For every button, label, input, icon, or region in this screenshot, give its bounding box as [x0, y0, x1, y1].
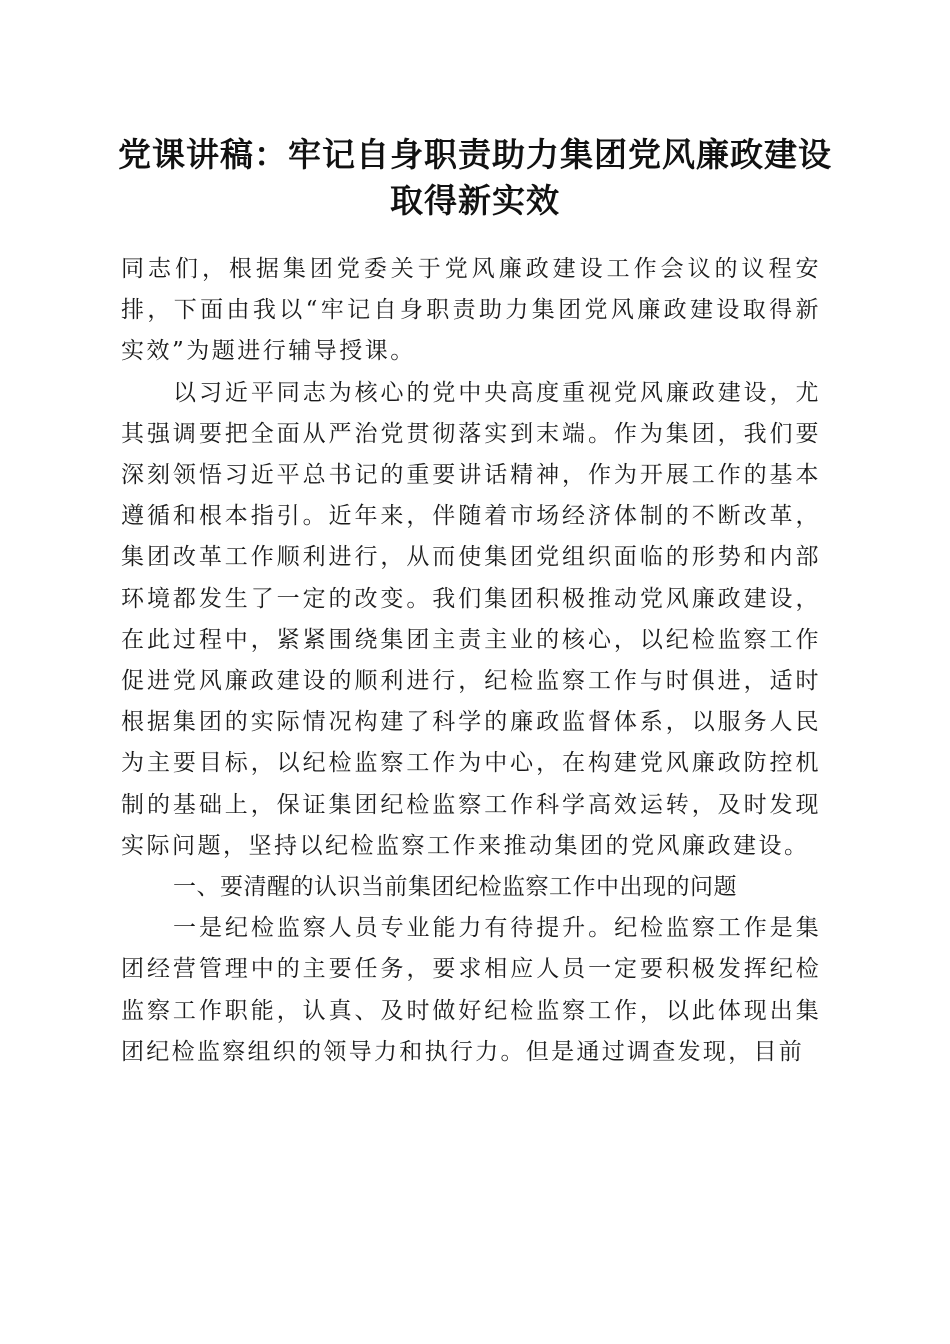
opening-paragraph: 同志们，根据集团党委关于党风廉政建设工作会议的议程安排，下面由我以“牢记自身职责助力集团党风廉政建设取得新实效”为题进行辅导授课。	[121, 256, 821, 365]
section-paragraph: 一是纪检监察人员专业能力有待提升。纪检监察工作是集团经营管理中的主要任务，要求相应人员一定要积极发挥纪检监察工作职能，认真、及时做好纪检监察工作，以此体现出集团纪检监察组织的领导力和执行力。但是通过调查发现，目前	[121, 915, 821, 1065]
section-heading: 一、要清醒的认识当前集团纪检监察工作中出现的问题	[173, 874, 737, 901]
background-paragraph: 以习近平同志为核心的党中央高度重视党风廉政建设，尤其强调要把全面从严治党贯彻落实到末端。作为集团，我们要深刻领悟习近平总书记的重要讲话精神，作为开展工作的基本遵循和根本指引。近年来，伴随着市场经济体制的不断改革，集团改革工作顺利进行，从而使集团党组织面临的形势和内部环境都发生了一定的改变。我们集团积极推动党风廉政建设，在此过程中，紧紧围绕集团主责主业的核心，以纪检监察工作促进党风廉政建设的顺利进行，纪检监察工作与时俱进，适时根据集团的实际情况构建了科学的廉政监督体系，以服务人民为主要目标，以纪检监察工作为中心，在构建党风廉政防控机制的基础上，保证集团纪检监察工作科学高效运转，及时发现实际问题，坚持以纪检监察工作来推动集团的党风廉政建设。	[121, 379, 821, 859]
document-body	[121, 249, 821, 1073]
document-title: 党课讲稿：牢记自身职责助力集团党风廉政建设取得新实效	[118, 135, 832, 220]
